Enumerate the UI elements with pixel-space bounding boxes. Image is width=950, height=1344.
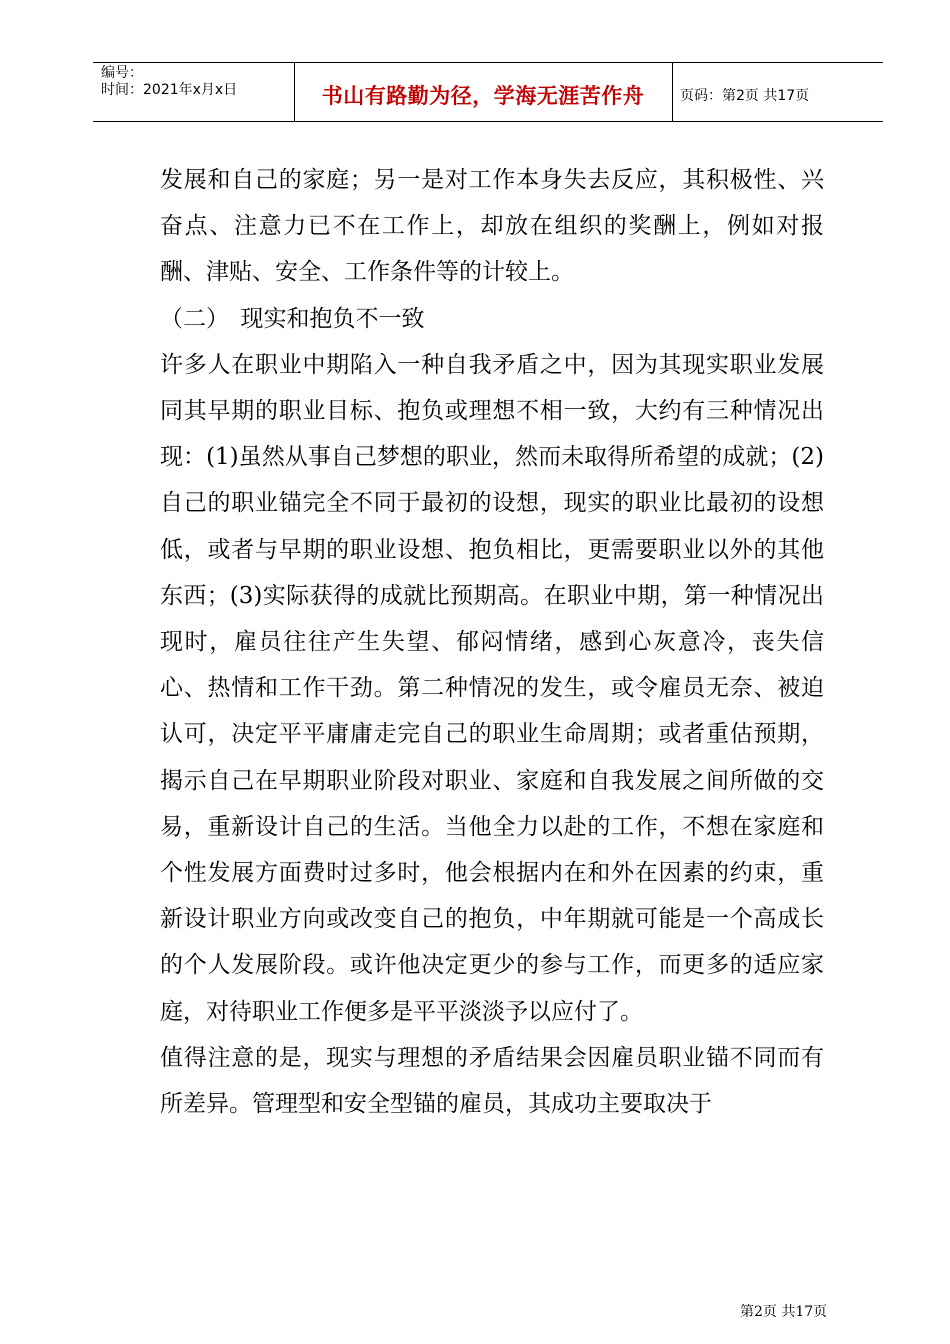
section-heading: （二） 现实和抱负不一致 [160, 305, 425, 332]
time-label: 时间：2021年x月x日 [101, 82, 238, 98]
paragraph-1: 发展和自己的家庭；另一是对工作本身失去反应，其积极性、兴奋点、注意力已不在工作上，却放在组织的奖酬上，例如对报酬、津贴、安全、工作条件等的计较上。 [160, 167, 824, 286]
header-page-cell [672, 63, 883, 121]
motto-text: 书山有路勤为径，学海无涯苦作舟 [321, 84, 645, 108]
serial-label: 编号： [101, 65, 143, 81]
page-header [93, 62, 883, 122]
paragraph-2: 许多人在职业中期陷入一种自我矛盾之中，因为其现实职业发展同其早期的职业目标、抱负或理想不相一致，大约有三种情况出现：(1)虽然从事自己梦想的职业，然而未取得所希望的成就；(2)自己的职业锚完全不同于最初的设想，现实的职业比最初的设想低，或者与早期的职业设想、抱负相比，更需要职业以外的其他东西；(3)实际获得的成就比预期高。在职业中期，第一种情况出现时，雇员往往产生失望、郁闷情绪，感到心灰意冷，丧失信心、热情和工作干劲。第二种情况的发生，或令雇员无奈、被迫认可，决定平平庸庸走完自己的职业生命周期；或者重估预期，揭示自己在早期职业阶段对职业、家庭和自我发展之间所做的交易，重新设计自己的生活。当他全力以赴的工作，不想在家庭和个性发展方面费时过多时，他会根据内在和外在因素的约束，重新设计职业方向或改变自己的抱负，中年期就可能是一个高成长的个人发展阶段。或许他决定更少的参与工作，而更多的适应家庭，对待职业工作便多是平平淡淡予以应付了。 [160, 351, 824, 1025]
header-left-cell [93, 63, 295, 121]
paragraph-3: 值得注意的是，现实与理想的矛盾结果会因雇员职业锚不同而有所差异。管理型和安全型锚的雇员，其成功主要取决于 [160, 1044, 824, 1118]
document-body [160, 157, 824, 1127]
page-code: 页码：第2页 共17页 [680, 88, 810, 104]
header-motto-cell [294, 63, 673, 121]
page-footer: 第2页 共17页 [740, 1304, 828, 1320]
